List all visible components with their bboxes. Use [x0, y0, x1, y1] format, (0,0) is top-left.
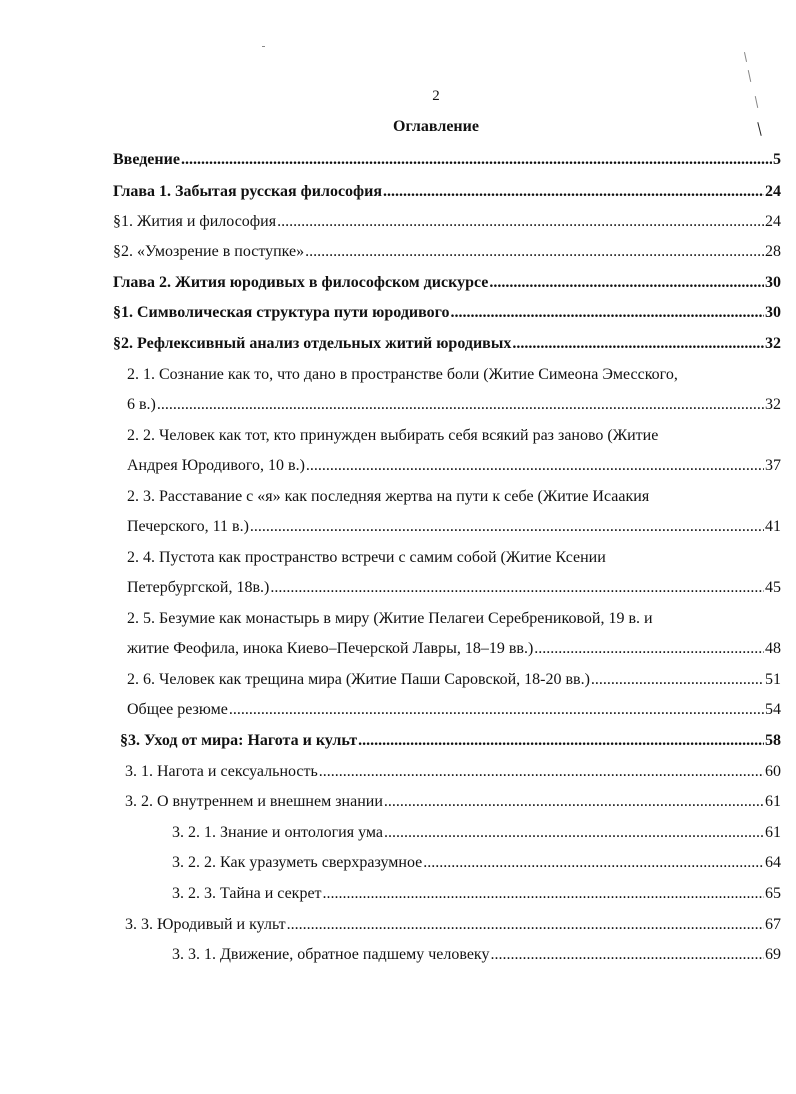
scan-speck: [262, 46, 265, 47]
leader-dots: [250, 516, 764, 538]
toc-entry-text: §1. Символическая структура пути юродивого: [113, 304, 450, 321]
toc-entry-text: §3. Уход от мира: Нагота и культ: [120, 732, 358, 749]
toc-entry-2-4-line1[interactable]: 2. 4. Пустота как пространство встречи с самим собой (Житие Ксении: [127, 549, 606, 566]
toc-entry-page: 41: [765, 518, 781, 535]
toc-entry-summary[interactable]: [127, 699, 781, 721]
toc-entry-3-2-3[interactable]: [172, 883, 781, 905]
toc-entry-page: 5: [773, 151, 781, 168]
toc-entry-chapter-2[interactable]: [113, 272, 781, 294]
toc-entry-3-2-2[interactable]: [172, 852, 781, 874]
toc-entry-introduction[interactable]: [113, 149, 781, 171]
leader-dots: [306, 455, 764, 477]
toc-entry-2-3[interactable]: [127, 516, 781, 538]
leader-dots: [319, 761, 764, 783]
toc-entry-2-2[interactable]: [127, 455, 781, 477]
leader-dots: [287, 914, 764, 936]
toc-entry-ch2-section-3[interactable]: [120, 730, 781, 752]
leader-dots: [423, 852, 764, 874]
toc-entry-3-2-1[interactable]: [172, 822, 781, 844]
toc-entry-text: 6 в.): [127, 396, 156, 413]
toc-entry-page: 61: [765, 824, 781, 841]
leader-dots: [591, 669, 764, 691]
toc-entry-2-1-line1[interactable]: 2. 1. Сознание как то, что дано в пространстве боли (Житие Симеона Эмесского,: [127, 366, 678, 383]
toc-entry-2-5-line1[interactable]: 2. 5. Безумие как монастырь в миру (Житие Пелагеи Серебрениковой, 19 в. и: [127, 610, 653, 627]
toc-entry-2-5[interactable]: [127, 638, 781, 660]
toc-entry-page: 61: [765, 793, 781, 810]
toc-entry-text: 3. 2. 1. Знание и онтология ума: [172, 824, 383, 841]
toc-entry-text: Петербургской, 18в.): [127, 579, 270, 596]
scan-edge-mark: [744, 52, 747, 62]
toc-entry-text: Глава 1. Забытая русская философия: [113, 183, 382, 200]
toc-entry-page: 48: [765, 640, 781, 657]
toc-entry-page: 51: [765, 671, 781, 688]
leader-dots: [181, 149, 772, 171]
toc-entry-page: 37: [765, 457, 781, 474]
toc-entry-page: 45: [765, 579, 781, 596]
toc-entry-text: Андрея Юродивого, 10 в.): [127, 457, 305, 474]
leader-dots: [490, 944, 764, 966]
leader-dots: [489, 272, 764, 294]
toc-entry-page: 69: [765, 946, 781, 963]
toc-entry-3-2[interactable]: [125, 791, 781, 813]
toc-entry-ch1-section-2[interactable]: [113, 241, 781, 263]
leader-dots: [534, 638, 764, 660]
toc-entry-page: 54: [765, 701, 781, 718]
scan-edge-mark: [748, 70, 751, 82]
leader-dots: [305, 241, 764, 263]
leader-dots: [277, 211, 764, 233]
leader-dots: [270, 577, 764, 599]
page-number: 2: [432, 88, 440, 104]
toc-entry-text: 3. 1. Нагота и сексуальность: [125, 763, 318, 780]
toc-entry-page: 64: [765, 854, 781, 871]
toc-entry-text: 2. 6. Человек как трещина мира (Житие Паши Саровской, 18-20 вв.): [127, 671, 590, 688]
leader-dots: [229, 699, 764, 721]
leader-dots: [323, 883, 764, 905]
toc-entry-2-6[interactable]: [127, 669, 781, 691]
toc-entry-text: Введение: [113, 151, 180, 168]
toc-entry-chapter-1[interactable]: [113, 181, 781, 203]
toc-entry-2-2-line1[interactable]: 2. 2. Человек как тот, кто принужден выбирать себя всякий раз заново (Житие: [127, 427, 659, 444]
leader-dots: [512, 333, 764, 355]
leader-dots: [384, 791, 764, 813]
toc-entry-2-4[interactable]: [127, 577, 781, 599]
toc-entry-text: 3. 2. 3. Тайна и секрет: [172, 885, 322, 902]
toc-title: Оглавление: [393, 118, 479, 135]
toc-entry-page: 65: [765, 885, 781, 902]
toc-entry-3-3[interactable]: [125, 914, 781, 936]
toc-entry-text: Общее резюме: [127, 701, 228, 718]
leader-dots: [358, 730, 764, 752]
leader-dots: [451, 302, 764, 324]
toc-entry-text: 3. 2. О внутреннем и внешнем знании: [125, 793, 383, 810]
toc-entry-ch2-section-1[interactable]: [113, 302, 781, 324]
toc-entry-page: 67: [765, 916, 781, 933]
toc-entry-text: Печерского, 11 в.): [127, 518, 249, 535]
toc-entry-text: 3. 3. 1. Движение, обратное падшему человеку: [172, 946, 490, 963]
leader-dots: [157, 394, 764, 416]
toc-entry-page: 28: [765, 243, 781, 260]
toc-entry-page: 24: [765, 183, 781, 200]
toc-entry-page: 32: [765, 335, 781, 352]
toc-entry-page: 30: [765, 274, 781, 291]
toc-entry-text: §2. Рефлексивный анализ отдельных житий юродивых: [113, 335, 512, 352]
toc-entry-page: 58: [765, 732, 781, 749]
leader-dots: [384, 822, 764, 844]
leader-dots: [383, 181, 764, 203]
toc-entry-3-1[interactable]: [125, 761, 781, 783]
toc-entry-page: 30: [765, 304, 781, 321]
toc-entry-text: §2. «Умозрение в поступке»: [113, 243, 305, 260]
toc-entry-3-3-1[interactable]: [172, 944, 781, 966]
toc-entry-text: Глава 2. Жития юродивых в философском дискурсе: [113, 274, 489, 291]
toc-entry-2-3-line1[interactable]: 2. 3. Расставание с «я» как последняя жертва на пути к себе (Житие Исаакия: [127, 488, 650, 505]
toc-entry-page: 60: [765, 763, 781, 780]
toc-entry-page: 24: [765, 213, 781, 230]
toc-entry-text: житие Феофила, инока Киево–Печерской Лавры, 18–19 вв.): [127, 640, 534, 657]
toc-entry-text: 3. 2. 2. Как уразуметь сверхразумное: [172, 854, 423, 871]
toc-entry-text: 3. 3. Юродивый и культ: [125, 916, 286, 933]
toc-entry-2-1[interactable]: [127, 394, 781, 416]
toc-entry-text: §1. Жития и философия: [113, 213, 277, 230]
toc-entry-page: 32: [765, 396, 781, 413]
toc-entry-ch1-section-1[interactable]: [113, 211, 781, 233]
toc-entry-ch2-section-2[interactable]: [113, 333, 781, 355]
